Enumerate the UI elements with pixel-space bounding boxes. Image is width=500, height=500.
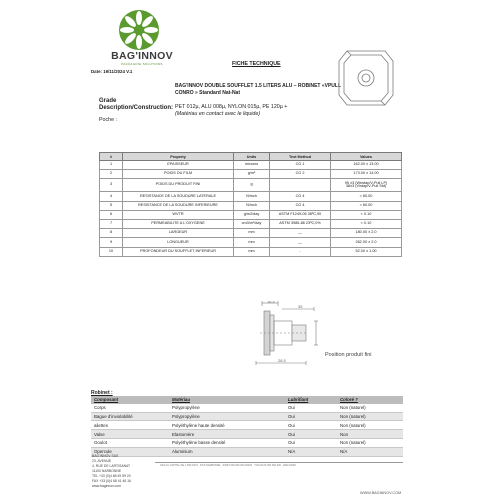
table-row bbox=[100, 229, 402, 238]
table-cell: N/A bbox=[337, 447, 403, 456]
table-cell: 162.00 ± 13.00 bbox=[331, 161, 402, 170]
table-row bbox=[91, 412, 403, 421]
address-line: 4, RUE DE LARTISANAT bbox=[92, 464, 131, 468]
footer-legal-text: SAS AU CAPITAL DE 1 000 000 € · RCS NARBONNE · SIRET 000 000 000 00000 · TVA FR 00 000 000 000 · APE 0000Z bbox=[160, 464, 296, 467]
table-cell: Non (naturel) bbox=[337, 412, 403, 421]
table-cell: RESISTANCE DE LA SOUDURE LATERALE bbox=[123, 192, 234, 201]
table-row bbox=[100, 170, 402, 179]
table-cell: POIDS DU FILM bbox=[123, 170, 234, 179]
construction-layers: PET 012µ, ALU 008µ, NYLON 015µ, PE 120µ + bbox=[175, 104, 288, 110]
table-cell: 1 bbox=[100, 161, 123, 170]
table-cell: RESISTANCE DE LA SOUDURE INFERIEURE bbox=[123, 201, 234, 210]
table-cell: g/m2/day bbox=[234, 210, 270, 219]
table-cell: Non (naturel) bbox=[337, 421, 403, 430]
table-cell: 2 bbox=[100, 170, 123, 179]
document-title: FICHE TECHNIQUE bbox=[232, 61, 281, 67]
table-row bbox=[100, 201, 402, 210]
table-cell: 52.00 ± 1.00 bbox=[331, 247, 402, 256]
table-cell: Polypropylène bbox=[169, 412, 285, 421]
table-cell: > 60.00 bbox=[331, 201, 402, 210]
column-header-lubricant: Lubrifiant bbox=[285, 396, 337, 404]
table-cell: WVTR bbox=[123, 210, 234, 219]
table-row bbox=[100, 210, 402, 219]
table-cell: > 60.00 bbox=[331, 192, 402, 201]
table-cell: CG 2 bbox=[270, 170, 331, 179]
document-date: Date: 19/11/2024 V.1 bbox=[91, 69, 133, 74]
drawing-caption: Position produit fini bbox=[325, 352, 372, 358]
robinet-label: Robinet : bbox=[91, 390, 113, 396]
dimension-side: 35 bbox=[298, 304, 303, 309]
address-line: TEL +33 (0)4 68 49 59 20 bbox=[92, 474, 131, 478]
dimension-top: 16.5 bbox=[267, 301, 275, 304]
column-header-values: Values bbox=[331, 153, 402, 161]
table-cell: g/m² bbox=[234, 170, 270, 179]
table-row bbox=[100, 179, 402, 192]
table-cell: PROFONDEUR DU SOUFFLET INFERIEUR bbox=[123, 247, 234, 256]
table-cell: LONGUEUR bbox=[123, 238, 234, 247]
construction-value bbox=[175, 104, 345, 118]
table-row bbox=[100, 238, 402, 247]
table-cell: POIDS DU PRODUIT FINI bbox=[123, 179, 234, 192]
table-cell: Polyéthylène basse densité bbox=[169, 438, 285, 447]
table-cell: - bbox=[270, 247, 331, 256]
pouch-drawing bbox=[333, 45, 399, 111]
column-header-colored: Coloré ? bbox=[337, 396, 403, 404]
address-line: 11100 NARBONNE bbox=[92, 469, 122, 473]
address-line: BAG'INNOV SAS bbox=[92, 454, 119, 458]
table-cell: Polypropylène bbox=[169, 404, 285, 412]
robinet-materials-table bbox=[91, 396, 403, 457]
address-line: www.baginnov.com bbox=[92, 484, 121, 488]
table-cell: LARGEUR bbox=[123, 229, 234, 238]
description-label: Description/Construction: bbox=[99, 105, 174, 111]
table-cell: < 0.10 bbox=[331, 210, 402, 219]
table-cell bbox=[270, 179, 331, 192]
table-row bbox=[91, 421, 403, 430]
table-cell: mm bbox=[234, 229, 270, 238]
table-cell: Valve bbox=[91, 430, 169, 439]
table-cell: PERMEABILITE A L'OXYGENE bbox=[123, 219, 234, 228]
table-cell: Goulot bbox=[91, 438, 169, 447]
table-cell: Oui bbox=[285, 404, 337, 412]
table-cell: 180.00 ± 2.0 bbox=[331, 229, 402, 238]
table-cell: 8 bbox=[100, 229, 123, 238]
table-cell: 6 bbox=[100, 210, 123, 219]
table-cell: g bbox=[234, 179, 270, 192]
table-cell: 4 bbox=[100, 192, 123, 201]
table-cell: Oui bbox=[285, 421, 337, 430]
table-cell: Non (naturel) bbox=[337, 404, 403, 412]
grade-label: Grade bbox=[99, 98, 117, 104]
footer-website-link[interactable]: WWW.BAGINNOV.COM bbox=[360, 491, 402, 495]
table-row bbox=[91, 404, 403, 412]
table-row bbox=[100, 192, 402, 201]
table-cell: mm bbox=[234, 247, 270, 256]
table-cell: microns bbox=[234, 161, 270, 170]
table-cell: CG 1 bbox=[270, 161, 331, 170]
column-header-units: Units bbox=[234, 153, 270, 161]
table-cell: EPAISSEUR bbox=[123, 161, 234, 170]
company-address bbox=[92, 454, 152, 489]
table-row bbox=[100, 161, 402, 170]
table-cell: Opercule bbox=[91, 447, 169, 456]
table-cell: Non (naturel) bbox=[337, 438, 403, 447]
brand-name: BAG'INNOV bbox=[111, 50, 173, 62]
column-header-number: # bbox=[100, 153, 123, 161]
table-cell: 262.00 ± 2.0 bbox=[331, 238, 402, 247]
brand-tagline: PACKAGING SOLUTIONS bbox=[121, 62, 163, 66]
column-header-property: Property bbox=[123, 153, 234, 161]
table-cell: Oui bbox=[285, 438, 337, 447]
table-header-row bbox=[100, 153, 402, 161]
product-title: BAG'INNOV DOUBLE SOUFFLET 1.5 LITERS ALU – ROBINET «VPULL CONRO » Standard Nat-Nat bbox=[175, 83, 341, 96]
table-cell: __ bbox=[270, 229, 331, 238]
table-cell: Oui bbox=[285, 430, 337, 439]
table-cell: Non bbox=[337, 430, 403, 439]
table-cell: N/inch bbox=[234, 201, 270, 210]
table-cell: N/inch bbox=[234, 192, 270, 201]
tap-technical-drawing bbox=[236, 301, 324, 372]
table-cell: Bague d'inviolabilité bbox=[91, 412, 169, 421]
table-cell: Aluminium bbox=[169, 447, 285, 456]
table-row bbox=[100, 247, 402, 256]
column-header-test-method: Test Method bbox=[270, 153, 331, 161]
table-cell: CG 4 bbox=[270, 192, 331, 201]
table-cell: 5 bbox=[100, 201, 123, 210]
dimension-bottom: 28.5 bbox=[278, 358, 286, 363]
table-cell: CG 4 bbox=[270, 201, 331, 210]
table-cell: __ bbox=[270, 238, 331, 247]
table-cell: N/A bbox=[285, 447, 337, 456]
table-cell: 3 bbox=[100, 179, 123, 192]
table-cell: < 0.10 bbox=[331, 219, 402, 228]
column-header-material: Matériau bbox=[169, 396, 285, 404]
address-line: 23, AVENUE bbox=[92, 459, 112, 463]
table-cell: mm bbox=[234, 238, 270, 247]
table-cell: ASTM F1249-06 38ºC,90 bbox=[270, 210, 331, 219]
table-cell: ailettes bbox=[91, 421, 169, 430]
table-header-row bbox=[91, 396, 403, 404]
table-cell: Oui bbox=[285, 412, 337, 421]
table-row bbox=[91, 430, 403, 439]
technical-properties-table bbox=[99, 152, 402, 257]
address-line: FAX +33 (0)4 68 41 46 16 bbox=[92, 479, 131, 483]
table-cell: ASTM 3985-88 23ºC,0% bbox=[270, 219, 331, 228]
poche-label: Poche : bbox=[99, 117, 117, 123]
table-cell: Corps bbox=[91, 404, 169, 412]
company-logo bbox=[118, 9, 160, 51]
table-row bbox=[91, 438, 403, 447]
column-header-component: Composant bbox=[91, 396, 169, 404]
table-cell: 173.00 ± 14.00 bbox=[331, 170, 402, 179]
table-cell: 9 bbox=[100, 238, 123, 247]
table-cell: 7 bbox=[100, 219, 123, 228]
table-cell: 10 bbox=[100, 247, 123, 256]
table-cell: cm3/m²/day bbox=[234, 219, 270, 228]
table-cell: Elastomère bbox=[169, 430, 285, 439]
table-row bbox=[100, 219, 402, 228]
footer-divider bbox=[155, 462, 403, 463]
table-cell: 95 ±3 (Westap/V-Pull LP) 38±3 (Vintap/V-Pull Std) bbox=[331, 179, 402, 192]
leaf-icon bbox=[118, 9, 160, 51]
construction-note: (Matériau en contact avec le liquide) bbox=[175, 111, 261, 117]
table-cell: Polyéthylène haute densité bbox=[169, 421, 285, 430]
